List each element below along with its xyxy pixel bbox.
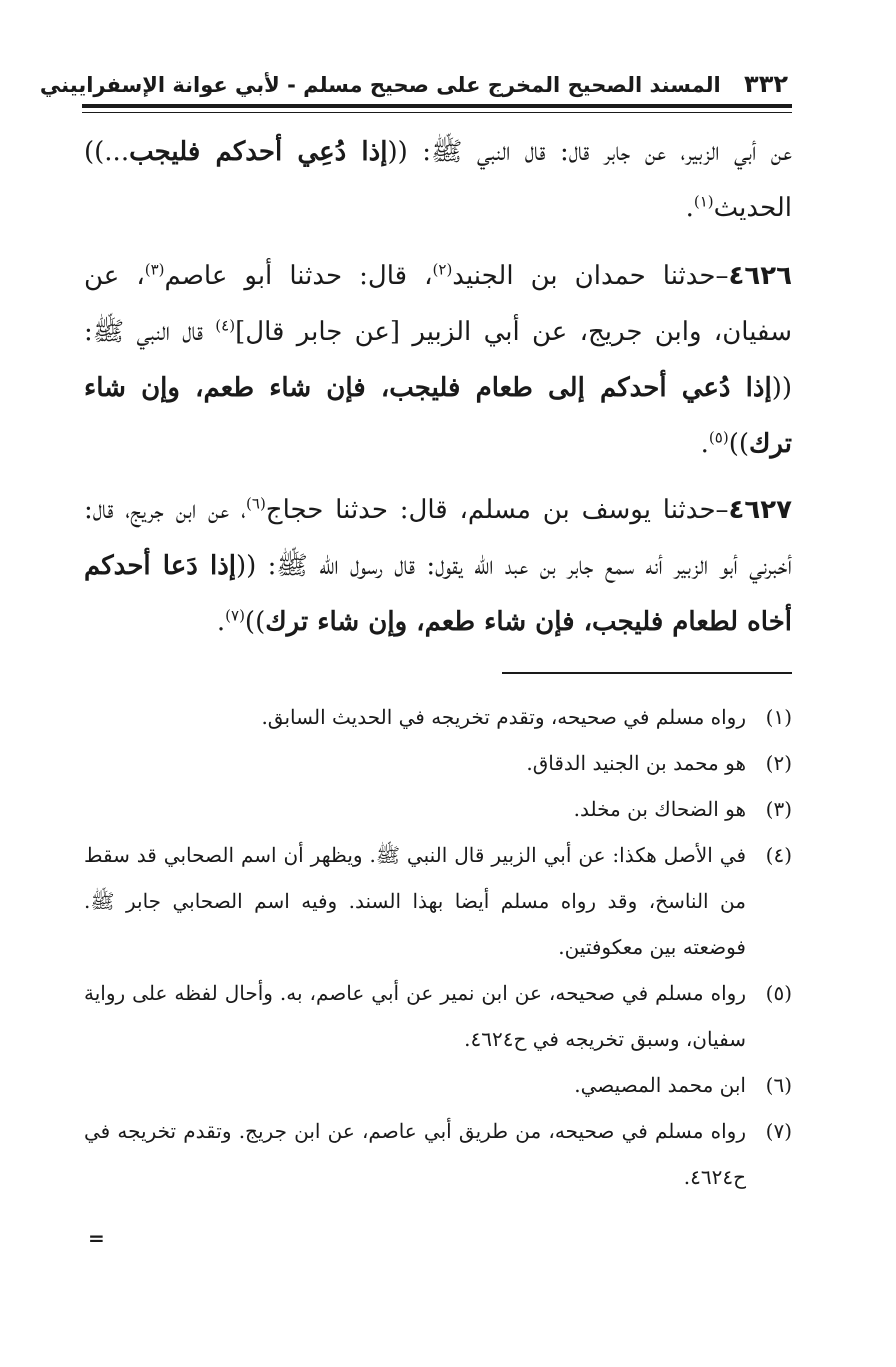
footnote-item	[84, 694, 792, 740]
footnote-text: رواه مسلم في صحيحه، عن ابن نمير عن أبي عاصم، به. وأحال لفظه على رواية سفيان، وسبق تخريجه في ح٤٦٢٤.	[84, 981, 746, 1051]
footnote-text: هو محمد بن الجنيد الدقاق.	[526, 751, 746, 775]
footnote-item	[84, 832, 792, 970]
book-title: المسند الصحيح المخرج على صحيح مسلم - لأبي عوانة الإسفراييني	[39, 73, 721, 97]
hadith-matn: إذا دَعا أحدكم أخاه لطعام فليجب، فإن شاء طعم، وإن شاء ترك	[84, 551, 792, 637]
hadith-number: ٤٦٢٦	[728, 261, 792, 291]
main-text	[84, 124, 792, 660]
footnote-item	[84, 970, 792, 1062]
hadith-4626	[84, 248, 792, 472]
hadith-matn: إذا دُعي أحدكم إلى طعام فليجب، فإن شاء طعم، وإن شاء ترك	[84, 373, 792, 459]
footnote-ref[interactable]: (٢)	[432, 260, 453, 279]
hadith-4627	[84, 482, 792, 650]
footnote-number: (٤)	[765, 843, 792, 867]
page-number: ٣٣٢	[744, 70, 788, 98]
footnote-number: (١)	[765, 705, 792, 729]
footnote-ref[interactable]: (١)	[693, 192, 714, 211]
footnote-text: رواه مسلم في صحيحه، من طريق أبي عاصم، عن ابن جريج. وتقدم تخريجه في ح٤٦٢٤.	[84, 1119, 746, 1189]
footnote-ref[interactable]: (٤)	[215, 316, 236, 335]
footnote-number: (٣)	[765, 797, 792, 821]
text-segment: عن أبي الزبير، عن جابر قال: قال النبي ﷺ: ((	[387, 137, 792, 167]
text-segment: ، عن ابن جريج، قال: أخبرني أبو الزبير أنه سمع جابر بن عبد الله يقول: قال رسول الله ﷺ: ((	[84, 495, 792, 581]
hadith-number: ٤٦٢٧	[728, 495, 792, 525]
running-header	[39, 66, 794, 106]
end-of-page-mark: =	[88, 1226, 105, 1250]
text-segment: ))	[728, 429, 749, 459]
header-line	[40, 70, 788, 98]
footnote-item	[84, 1108, 792, 1200]
footnote-ref[interactable]: (٥)	[708, 428, 729, 447]
header-rule-thick	[82, 104, 792, 108]
text-segment: ...)) الحديث	[84, 137, 792, 223]
paragraph-continuation	[84, 124, 792, 236]
text-segment: ، عن سفيان، وابن جريج، عن أبي الزبير [عن جابر قال]	[84, 261, 792, 347]
text-segment: –حدثنا حمدان بن الجنيد	[452, 261, 729, 291]
footnote-number: (٦)	[765, 1073, 792, 1097]
text-segment: –حدثنا يوسف بن مسلم، قال: حدثنا حجاج	[265, 495, 729, 525]
footnote-text: في الأصل هكذا: عن أبي الزبير قال النبي ﷺ. ويظهر أن اسم الصحابي قد سقط من الناسخ، وقد رواه مسلم أيضا بهذا السند. وفيه اسم الصحابي جابر ﷺ. فوضعته بين معكوفتين.	[84, 843, 746, 959]
footnote-ref[interactable]: (٧)	[225, 606, 245, 625]
footnote-text: ابن محمد المصيصي.	[574, 1073, 746, 1097]
text-segment: .	[216, 607, 226, 637]
footnote-item	[84, 740, 792, 786]
footnote-ref[interactable]: (٣)	[144, 260, 165, 279]
header-rule-thin	[82, 112, 792, 113]
text-segment: قال النبي ﷺ: ((	[84, 317, 792, 403]
footnotes	[84, 694, 792, 1200]
hadith-matn: إذا دُعِي أحدكم فليجب	[129, 137, 388, 167]
text-segment: .	[685, 193, 694, 223]
text-segment: ، قال: حدثنا أبو عاصم	[164, 261, 433, 291]
footnote-text: هو الضحاك بن مخلد.	[573, 797, 746, 821]
text-segment: .	[700, 429, 709, 459]
footnote-item	[84, 1062, 792, 1108]
footnote-separator	[502, 672, 792, 674]
footnote-item	[84, 786, 792, 832]
footnote-ref[interactable]: (٦)	[246, 494, 266, 513]
footnote-number: (٧)	[765, 1119, 792, 1143]
footnote-number: (٥)	[765, 981, 792, 1005]
footnote-number: (٢)	[765, 751, 792, 775]
text-segment: ))	[244, 607, 266, 637]
footnote-text: رواه مسلم في صحيحه، وتقدم تخريجه في الحديث السابق.	[261, 705, 746, 729]
